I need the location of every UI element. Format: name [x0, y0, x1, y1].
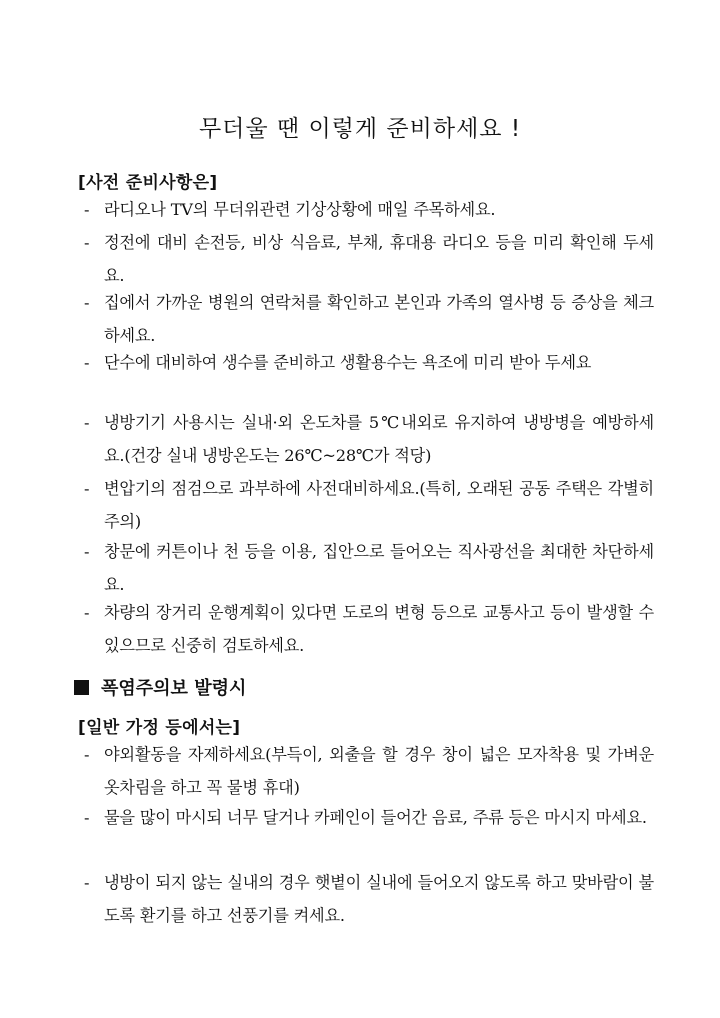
bullet-dash: -	[84, 293, 90, 312]
prep-item	[84, 346, 654, 379]
bullet-dash: -	[84, 233, 90, 252]
alert-heading-text: 폭염주의보 발령시	[101, 678, 247, 699]
bullet-dash: -	[84, 808, 90, 827]
prep-item	[84, 535, 654, 601]
prep-item	[84, 406, 654, 472]
alert-sub-heading: [일반 가정 등에서는]	[78, 718, 241, 738]
bullet-dash: -	[84, 873, 90, 892]
alert-item	[84, 738, 654, 804]
bullet-dash: -	[84, 200, 90, 219]
alert-item	[84, 866, 654, 932]
bullet-dash: -	[84, 353, 90, 372]
prep-item-text: 정전에 대비 손전등, 비상 식음료, 부채, 휴대용 라디오 등을 미리 확인해 두세요.	[104, 233, 654, 285]
prep-item-text: 집에서 가까운 병원의 연락처를 확인하고 본인과 가족의 열사병 등 증상을 체크하세요.	[104, 293, 654, 345]
prep-item	[84, 472, 654, 538]
bullet-dash: -	[84, 413, 90, 432]
prep-item-text: 창문에 커튼이나 천 등을 이용, 집안으로 들어오는 직사광선을 최대한 차단하세요.	[104, 542, 654, 594]
prep-item-text: 단수에 대비하여 생수를 준비하고 생활용수는 욕조에 미리 받아 두세요	[104, 353, 592, 372]
alert-item-text: 야외활동을 자제하세요(부득이, 외출을 할 경우 창이 넓은 모자착용 및 가벼운 옷차림을 하고 꼭 물병 휴대)	[104, 745, 654, 797]
prep-item-text: 변압기의 점검으로 과부하에 사전대비하세요.(특히, 오래된 공동 주택은 각별히 주의)	[104, 479, 654, 531]
square-bullet-icon	[74, 680, 89, 695]
page-title: 무더울 땐 이렇게 준비하세요 !	[198, 116, 522, 142]
alert-section-heading	[74, 674, 246, 700]
prep-item	[84, 226, 654, 292]
bullet-dash: -	[84, 542, 90, 561]
bullet-dash: -	[84, 603, 90, 622]
bullet-dash: -	[84, 479, 90, 498]
prep-item	[84, 193, 654, 226]
prep-item	[84, 596, 654, 662]
prep-item-text: 라디오나 TV의 무더위관련 기상상황에 매일 주목하세요.	[104, 200, 496, 219]
prep-item-text: 차량의 장거리 운행계획이 있다면 도로의 변형 등으로 교통사고 등이 발생할 수 있으므로 신중히 검토하세요.	[104, 603, 654, 655]
prep-item-text: 냉방기기 사용시는 실내·외 온도차를 5℃내외로 유지하여 냉방병을 예방하세요.(건강 실내 냉방온도는 26℃~28℃가 적당)	[104, 413, 654, 465]
bullet-dash: -	[84, 745, 90, 764]
prep-item	[84, 286, 654, 352]
alert-item-text: 냉방이 되지 않는 실내의 경우 햇볕이 실내에 들어오지 않도록 하고 맞바람이 불도록 환기를 하고 선풍기를 켜세요.	[104, 873, 654, 925]
alert-item-text: 물을 많이 마시되 너무 달거나 카페인이 들어간 음료, 주류 등은 마시지 마세요.	[104, 808, 647, 827]
prep-heading: [사전 준비사항은]	[78, 173, 218, 193]
alert-item	[84, 801, 654, 834]
